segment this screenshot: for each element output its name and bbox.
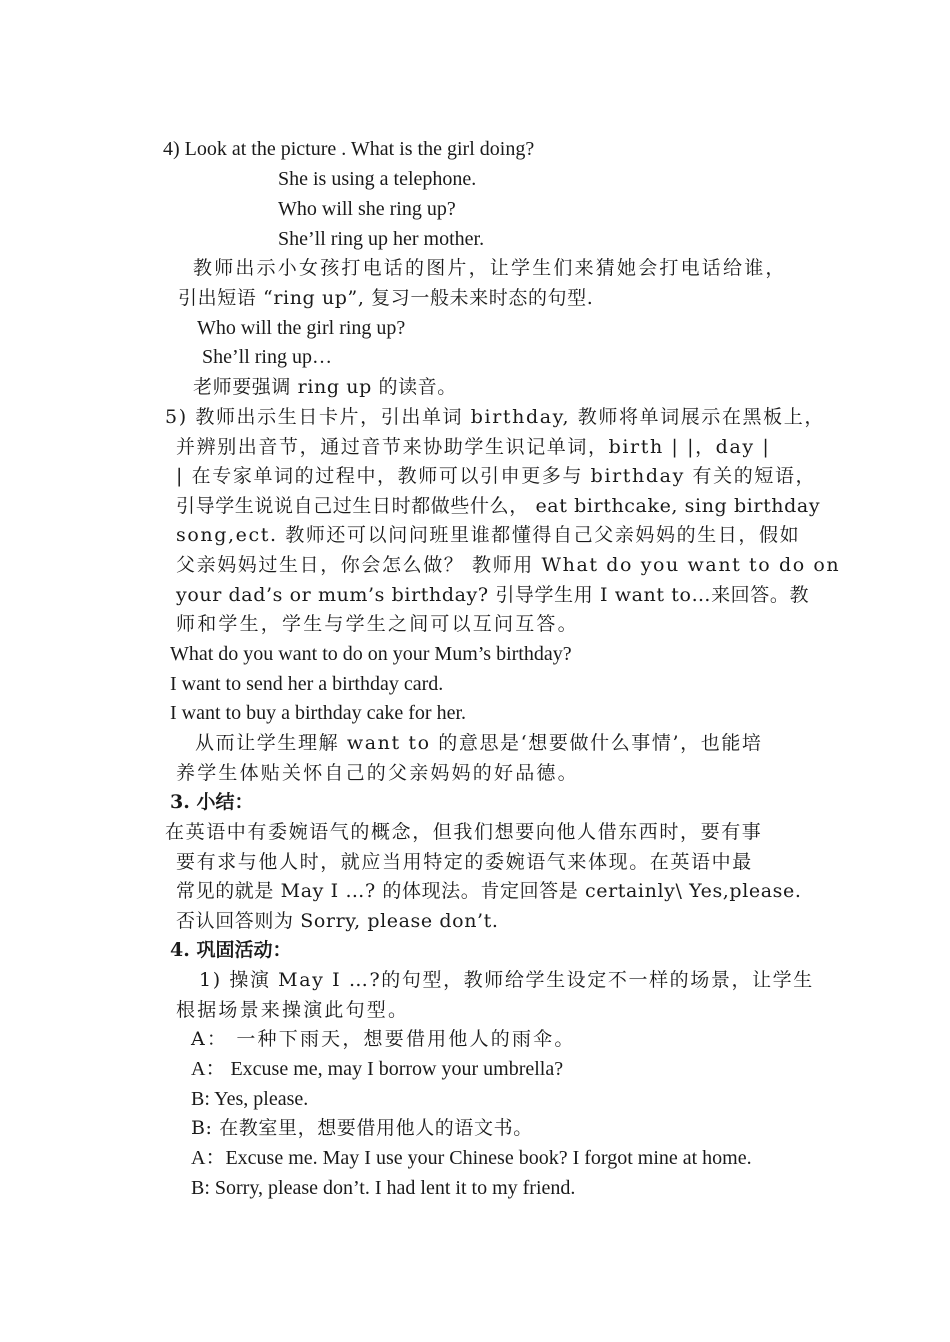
text-line: 根据场景来操演此句型。 [176, 999, 410, 1021]
text-line: 在英语中有委婉语气的概念，但我们想要向他人借东西时，要有事 [165, 821, 763, 843]
text-line: 老师要强调 ring up 的读音。 [193, 376, 457, 398]
text-line: A：Excuse me. May I use your Chinese book? I forgot mine at home. [191, 1147, 752, 1169]
text-line: 并辨别出音节，通过音节来协助学生识记单词，birth | |，day | [176, 436, 771, 458]
text-line: 引导学生说说自己过生日时都做些什么， eat birthcake, sing birthday [176, 495, 821, 517]
text-line: 4) Look at the picture . What is the girl doing? [163, 138, 535, 160]
text-line: 否认回答则为 Sorry, please don’t. [176, 910, 499, 932]
text-line: She’ll ring up… [202, 346, 332, 368]
text-line: 从而让学生理解 want to 的意思是‘想要做什么事情’，也能培 [195, 732, 763, 754]
text-line: B: Yes, please. [191, 1088, 309, 1110]
text-line: 教师出示小女孩打电话的图片，让学生们来猜她会打电话给谁， [193, 257, 787, 279]
text-line: 引出短语 “ring up”, 复习一般未来时态的句型. [178, 287, 594, 309]
text-line: She is using a telephone. [278, 168, 477, 190]
text-line: She’ll ring up her mother. [278, 228, 485, 250]
text-line: song,ect. 教师还可以问问班里谁都懂得自己父亲妈妈的生日，假如 [176, 524, 801, 546]
text-line: 养学生体贴关怀自己的父亲妈妈的好品德。 [176, 762, 579, 784]
section-heading: 4. 巩固活动： [170, 939, 292, 961]
text-line: | 在专家单词的过程中，教师可以引申更多与 birthday 有关的短语， [176, 465, 817, 487]
text-line: your dad’s or mum’s birthday? 引导学生用 I want to…来回答。教 [176, 584, 810, 606]
text-line: I want to buy a birthday cake for her. [170, 702, 467, 724]
text-line: A： 一种下雨天，想要借用他人的雨伞。 [191, 1028, 576, 1050]
text-line: Who will she ring up? [278, 198, 456, 220]
text-line: 要有求与他人时，就应当用特定的委婉语气来体现。在英语中最 [176, 851, 753, 873]
text-line: I want to send her a birthday card. [170, 673, 444, 695]
text-line: Who will the girl ring up? [197, 317, 406, 339]
text-line: A： Excuse me, may I borrow your umbrella? [191, 1058, 564, 1080]
text-line: B: 在教室里，想要借用他人的语文书。 [191, 1117, 533, 1139]
text-line: 5) 教师出示生日卡片，引出单词 birthday, 教师将单词展示在黑板上， [165, 406, 825, 428]
text-line: What do you want to do on your Mum’s birthday? [170, 643, 572, 665]
text-line: 1) 操演 May I …?的句型，教师给学生设定不一样的场景，让学生 [199, 969, 814, 991]
text-line: 常见的就是 May I …? 的体现法。肯定回答是 certainly\ Yes,please. [176, 880, 802, 902]
text-line: 父亲妈妈过生日，你会怎么做？ 教师用 What do you want to do on [176, 554, 841, 576]
section-heading: 3. 小结： [170, 791, 254, 813]
text-line: 师和学生，学生与学生之间可以互问互答。 [176, 613, 579, 635]
text-line: B: Sorry, please don’t. I had lent it to my friend. [191, 1177, 576, 1199]
